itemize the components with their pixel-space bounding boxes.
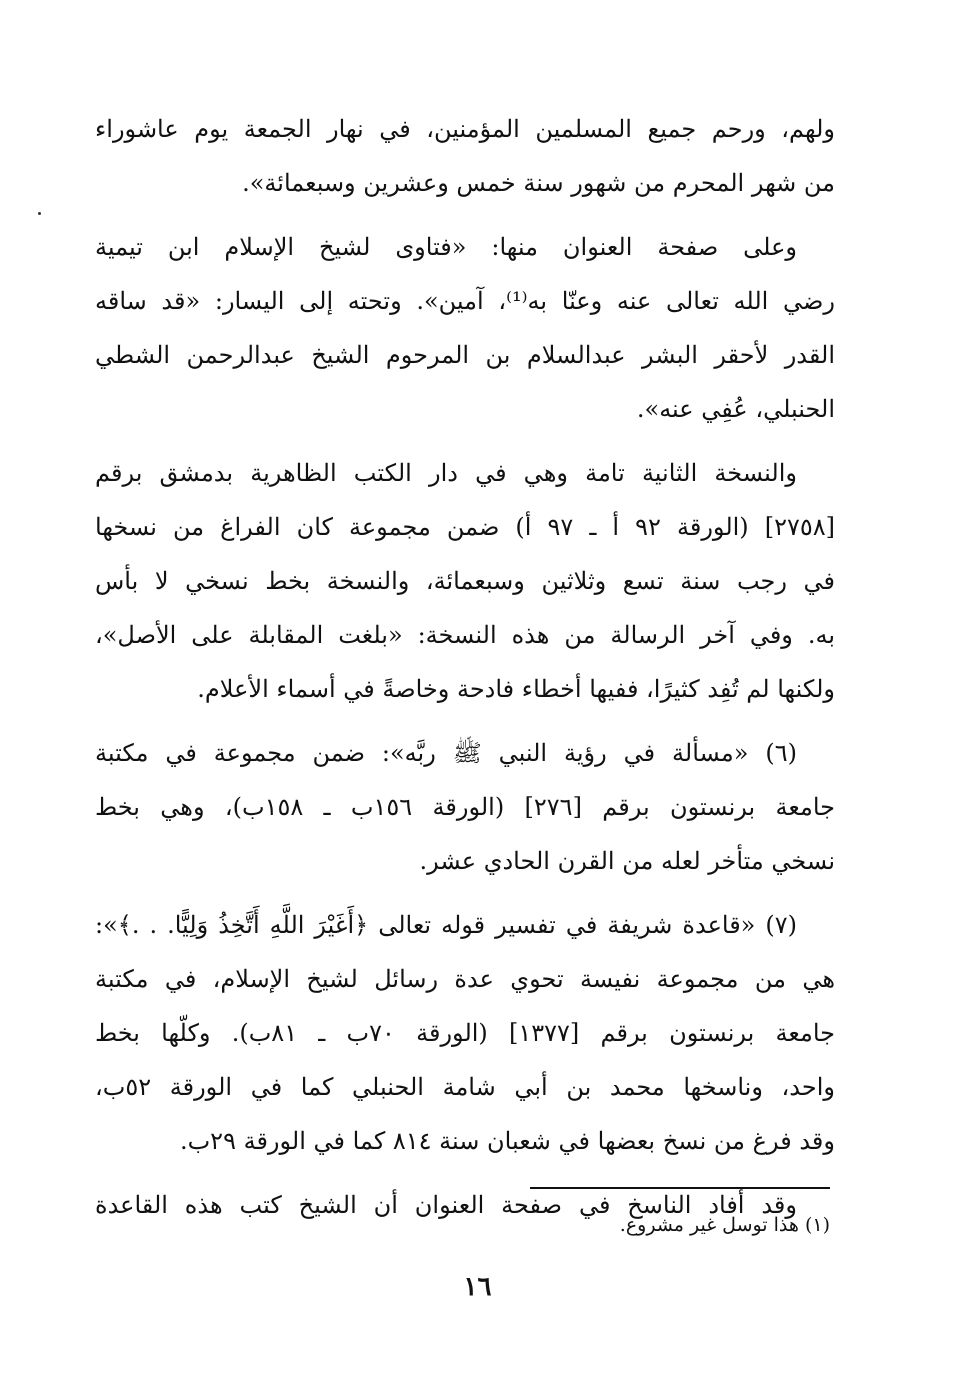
- footnote: (١) هذا توسل غير مشروع.: [619, 1214, 830, 1236]
- text-line: الحنبلي، عُفِي عنه».: [636, 395, 835, 423]
- text-line: جامعة برنستون برقم [٢٧٦] (الورقة ١٥٦ب ـ ١٥٨ب)، وهي بخط: [95, 793, 835, 821]
- text-line: في رجب سنة تسع وثلاثين وسبعمائة، والنسخة بخط نسخي لا بأس: [95, 567, 835, 595]
- paragraph-5: [95, 898, 835, 1168]
- paragraph-3: [95, 446, 835, 716]
- paragraph-1: [95, 102, 835, 210]
- text-line: من شهر المحرم من شهور سنة خمس وعشرين وسبعمائة».: [242, 169, 835, 197]
- text-line: [٢٧٥٨] (الورقة ٩٢ أ ـ ٩٧ أ) ضمن مجموعة كان الفراغ من نسخها: [95, 513, 835, 541]
- text-line: ولكنها لم تُفِد كثيرًا، ففيها أخطاء فادحة وخاصةً في أسماء الأعلام.: [197, 675, 835, 703]
- text-line: وعلى صفحة العنوان منها: «فتاوى لشيخ الإسلام ابن تيمية: [95, 233, 797, 261]
- text-line: واحد، وناسخها محمد بن أبي شامة الحنبلي كما في الورقة ٥٢ب،: [95, 1073, 835, 1101]
- stray-dot: [38, 212, 41, 215]
- paragraph-2: [95, 220, 835, 436]
- text-line: وقد أفاد الناسخ في صفحة العنوان أن الشيخ كتب هذه القاعدة: [95, 1191, 797, 1219]
- text-line: ولهم، ورحم جميع المسلمين المؤمنين، في نهار الجمعة يوم عاشوراء: [95, 115, 835, 143]
- text-line: نسخي متأخر لعله من القرن الحادي عشر.: [419, 847, 835, 875]
- text-line: والنسخة الثانية تامة وهي في دار الكتب الظاهرية بدمشق برقم: [95, 459, 797, 487]
- text-line: به. وفي آخر الرسالة من هذه النسخة: «بلغت المقابلة على الأصل»،: [95, 621, 835, 649]
- text-line: جامعة برنستون برقم [١٣٧٧] (الورقة ٧٠ب ـ ٨١ب). وكلّها بخط: [95, 1019, 835, 1047]
- footnote-separator: [530, 1187, 830, 1189]
- text-line: القدر لأحقر البشر عبدالسلام بن المرحوم الشيخ عبدالرحمن الشطي: [95, 341, 835, 369]
- page-body: [95, 102, 835, 1242]
- text-line: (٦) «مسألة في رؤية النبي ﷺ ربَّه»: ضمن مجموعة في مكتبة: [95, 739, 797, 767]
- text-line: (٧) «قاعدة شريفة في تفسير قوله تعالى ﴿أَغَيْرَ اللَّهِ أَتَّخِذُ وَلِيًّا. . .﴾»:: [95, 911, 797, 939]
- page-number: ١٦: [463, 1272, 492, 1302]
- text-line: وقد فرغ من نسخ بعضها في شعبان سنة ٨١٤ كما في الورقة ٢٩ب.: [179, 1127, 835, 1155]
- text-line: هي من مجموعة نفيسة تحوي عدة رسائل لشيخ الإسلام، في مكتبة: [95, 965, 835, 993]
- text-line: رضي الله تعالى عنه وعنّا به⁽¹⁾، آمين». وتحته إلى اليسار: «قد ساقه: [95, 287, 835, 315]
- paragraph-4: [95, 726, 835, 888]
